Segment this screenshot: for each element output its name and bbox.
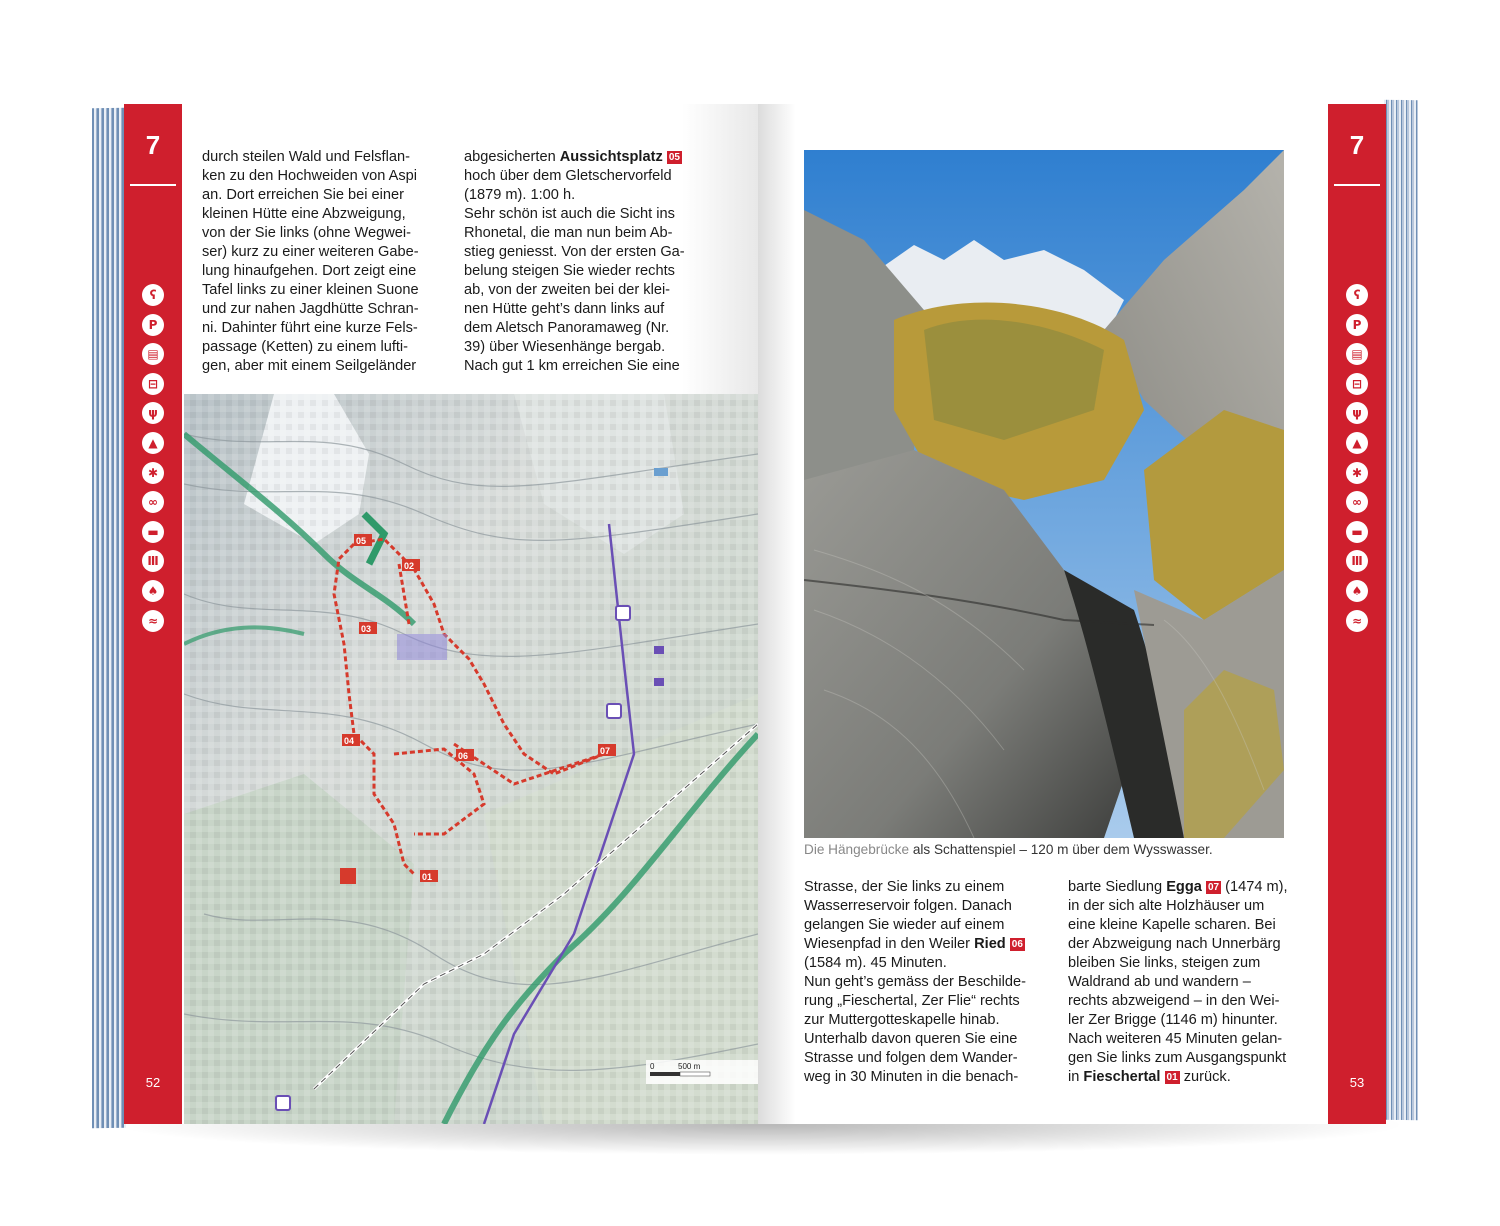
waypoint-badge: 01 xyxy=(1166,1072,1178,1083)
swimming-icon: ≈ xyxy=(1346,610,1368,632)
text-line: ken zu den Hochweiden von Aspi xyxy=(202,168,417,184)
text-line: an. Dort erreichen Sie bei einer xyxy=(202,187,404,203)
chapter-number: 7 xyxy=(145,130,161,160)
waypoint-label: 05 xyxy=(356,536,367,546)
text-line: lung hinaufgehen. Dort zeigt eine xyxy=(202,263,417,279)
page-number: 53 xyxy=(1349,1075,1365,1090)
text-line xyxy=(804,935,1050,954)
text-line: gelangen Sie wieder auf einem xyxy=(804,917,1005,933)
photo-caption xyxy=(804,842,1304,857)
chapter-band-right xyxy=(1328,104,1386,1124)
museum-icon: Ⅲ xyxy=(1346,550,1368,572)
text-column-1 xyxy=(202,148,448,376)
waypoint-label: 04 xyxy=(344,736,355,746)
chapter-number: 7 xyxy=(1349,130,1365,160)
museum-icon: Ⅲ xyxy=(142,550,164,572)
hut-marker xyxy=(607,704,621,718)
page-edges-right xyxy=(1384,100,1418,1121)
text-line: durch steilen Wald und Felsflan- xyxy=(202,149,410,165)
left-page xyxy=(124,104,758,1124)
text-line xyxy=(1068,878,1308,897)
bear-icon: ʕ xyxy=(1346,284,1368,306)
start-marker xyxy=(340,868,356,884)
text-line xyxy=(464,148,710,167)
place-name: Egga xyxy=(1166,879,1202,895)
chapter-band-left xyxy=(124,104,182,1124)
waypoint-label: 02 xyxy=(404,561,415,571)
chapter-divider xyxy=(130,184,176,186)
text-line: ser) kurz zu einer weiteren Gabe- xyxy=(202,244,419,260)
text-line: Wasserreservoir folgen. Danach xyxy=(804,898,1012,914)
text-line: hoch über dem Gletschervorfeld xyxy=(464,168,672,184)
text-line: gen Sie links zum Ausgangspunkt xyxy=(1068,1050,1287,1066)
text-span: in xyxy=(1068,1069,1084,1085)
text-line: Rhonetal, die man nun beim Ab- xyxy=(464,225,673,241)
caption-text: als Schattenspiel – 120 m über dem Wysswasser. xyxy=(909,842,1213,857)
text-line xyxy=(1068,1068,1308,1087)
place-name: Fieschertal xyxy=(1083,1069,1161,1085)
activity-icons-right xyxy=(1342,284,1372,639)
forest-icon: ♠ xyxy=(142,580,164,602)
text-line: Nach gut 1 km erreichen Sie eine xyxy=(464,358,680,374)
map-scale xyxy=(646,1060,758,1084)
place-name: Ried xyxy=(974,936,1006,952)
text-line: 39) über Wiesenhänge bergab. xyxy=(464,339,666,355)
text-line: Nun geht’s gemäss der Beschilde- xyxy=(804,974,1026,990)
text-line: Tafel links zu einer kleinen Suone xyxy=(202,282,419,298)
page-number: 52 xyxy=(145,1075,161,1090)
hut-icon: ▲ xyxy=(142,432,164,454)
waypoint-badge: 05 xyxy=(668,152,680,163)
text-line: weg in 30 Minuten in die benach- xyxy=(804,1069,1019,1085)
text-line: ab, von der zweiten bei der klei- xyxy=(464,282,671,298)
bus-icon: ▤ xyxy=(142,343,164,365)
text-span: barte Siedlung xyxy=(1068,879,1167,895)
text-line: (1584 m). 45 Minuten. xyxy=(804,955,947,971)
hut-marker xyxy=(276,1096,290,1110)
waypoint-label: 01 xyxy=(422,872,433,882)
bike-icon: ∞ xyxy=(1346,491,1368,513)
text-line: belung steigen Sie wieder rechts xyxy=(464,263,675,279)
text-line: und zur nahen Jagdhütte Schran- xyxy=(202,301,419,317)
text-line: Strasse, der Sie links zu einem xyxy=(804,879,1005,895)
place-name: Aussichtsplatz xyxy=(559,149,663,165)
hut-marker xyxy=(616,606,630,620)
text-span: Wiesenpfad in den Weiler xyxy=(804,936,975,952)
page-edges-left xyxy=(92,108,126,1129)
forest-icon: ♠ xyxy=(1346,580,1368,602)
scale-label: 500 m xyxy=(678,1062,701,1071)
text-line: rechts abzweigend – in den Wei- xyxy=(1068,993,1280,1009)
text-line: der Abzweigung nach Unnerbärg xyxy=(1068,936,1281,952)
text-line: ler Zer Brigge (1146 m) hinunter. xyxy=(1068,1012,1278,1028)
chapter-divider xyxy=(1334,184,1380,186)
text-line: bleiben Sie links, steigen zum xyxy=(1068,955,1261,971)
accommodation-icon: ▬ xyxy=(1346,521,1368,543)
swimming-icon: ≈ xyxy=(142,610,164,632)
gorge-photo xyxy=(804,150,1284,838)
text-line: Unterhalb davon queren Sie eine xyxy=(804,1031,1018,1047)
text-column-4 xyxy=(1068,878,1308,1087)
waypoint-label: 06 xyxy=(458,751,469,761)
bus-icon: ▤ xyxy=(1346,343,1368,365)
text-line: Sehr schön ist auch die Sicht ins xyxy=(464,206,675,222)
waypoint-label: 03 xyxy=(361,624,372,634)
parking-icon: P xyxy=(1346,314,1368,336)
text-line: gen, aber mit einem Seilgeländer xyxy=(202,358,417,374)
restaurant-icon: ψ xyxy=(142,402,164,424)
text-span: abgesicherten xyxy=(464,149,560,165)
text-line: ni. Dahinter führt eine kurze Fels- xyxy=(202,320,418,336)
text-line: zur Muttergotteskapelle hinab. xyxy=(804,1012,1000,1028)
text-column-2 xyxy=(464,148,710,376)
winter-icon: ✱ xyxy=(142,462,164,484)
activity-icons-left xyxy=(138,284,168,639)
cable-car-icon: ⊟ xyxy=(142,373,164,395)
restaurant-icon: ψ xyxy=(1346,402,1368,424)
hut-icon: ▲ xyxy=(1346,432,1368,454)
text-line: von der Sie links (ohne Wegwei- xyxy=(202,225,412,241)
text-line: kleinen Hütte eine Abzweigung, xyxy=(202,206,406,222)
bear-icon: ʕ xyxy=(142,284,164,306)
text-line: in der sich alte Holzhäuser um xyxy=(1068,898,1265,914)
scale-zero: 0 xyxy=(650,1062,655,1071)
right-page xyxy=(758,104,1386,1124)
accommodation-icon: ▬ xyxy=(142,521,164,543)
text-line: stieg geniesst. Von der ersten Ga- xyxy=(464,244,685,260)
text-span: zurück. xyxy=(1179,1069,1231,1085)
cable-car-icon: ⊟ xyxy=(1346,373,1368,395)
waypoint-label: 07 xyxy=(600,746,611,756)
caption-highlight: Die Hängebrücke xyxy=(804,842,910,857)
text-line: eine kleine Kapelle scharen. Bei xyxy=(1068,917,1276,933)
text-span: (1474 m), xyxy=(1221,879,1288,895)
text-line: dem Aletsch Panoramaweg (Nr. xyxy=(464,320,670,336)
text-line: Waldrand ab und wandern – xyxy=(1068,974,1251,990)
text-line: Strasse und folgen dem Wander- xyxy=(804,1050,1018,1066)
text-line: nen Hütte geht’s dann links auf xyxy=(464,301,665,317)
text-line: (1879 m). 1:00 h. xyxy=(464,187,576,203)
text-line: passage (Ketten) zu einem lufti- xyxy=(202,339,409,355)
bike-icon: ∞ xyxy=(142,491,164,513)
route-map xyxy=(184,394,758,1124)
text-line: rung „Fieschertal, Zer Flie“ rechts xyxy=(804,993,1020,1009)
waypoint-badge: 07 xyxy=(1207,882,1220,893)
text-column-3 xyxy=(804,878,1050,1087)
winter-icon: ✱ xyxy=(1346,462,1368,484)
parking-icon: P xyxy=(142,314,164,336)
text-line: Nach weiteren 45 Minuten gelan- xyxy=(1068,1031,1283,1047)
waypoint-badge: 06 xyxy=(1011,939,1023,950)
